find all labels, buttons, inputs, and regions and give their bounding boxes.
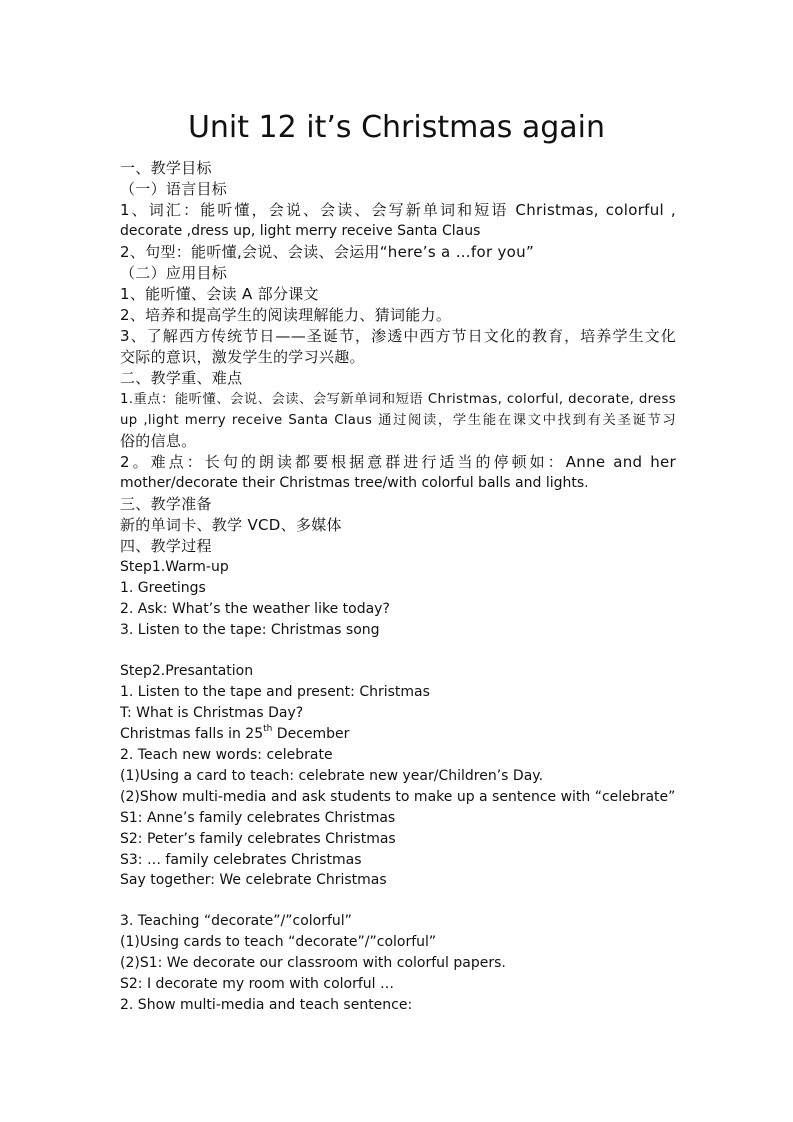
section-heading-key-points: 二、教学重、难点 [120, 369, 243, 387]
paragraph-line: 1. Greetings [120, 580, 206, 596]
step-heading: Step1.Warm-up [120, 559, 229, 575]
paragraph-line: 3. Teaching “decorate”/”colorful” [120, 913, 352, 929]
paragraph-line: S2: I decorate my room with colorful … [120, 976, 394, 992]
paragraph-line: 2。难点：长句的朗读都要根据意群进行适当的停顿如：Anne and her [120, 453, 676, 471]
section-heading-goals: 一、教学目标 [120, 159, 212, 177]
paragraph-line: (1)Using cards to teach “decorate”/”colorful” [120, 934, 437, 950]
paragraph-line: (2)Show multi-media and ask students to make up a sentence with “celebrate” [120, 789, 676, 805]
paragraph-line: 2. Teach new words: celebrate [120, 747, 333, 763]
paragraph-line: mother/decorate their Christmas tree/with colorful balls and lights. [120, 475, 589, 491]
paragraph-line: up ,light merry receive Santa Claus 通过阅读，学生能在课文中找到有关圣诞节习 [120, 413, 676, 428]
subheading-language-goals: （一）语言目标 [120, 180, 228, 198]
paragraph-line [120, 724, 676, 745]
paragraph-line: 1、能听懂、会读 A 部分课文 [120, 285, 319, 303]
superscript-ordinal: th [263, 724, 273, 735]
paragraph-line: (2)S1: We decorate our classroom with colorful papers. [120, 955, 506, 971]
section-heading-preparation: 三、教学准备 [120, 495, 212, 513]
paragraph-line: (1)Using a card to teach: celebrate new year/Children’s Day. [120, 768, 544, 784]
paragraph-line: S3: … family celebrates Christmas [120, 852, 362, 868]
text-run: December [272, 726, 350, 742]
paragraph-line: 1.重点：能听懂、会说、会读、会写新单词和短语 Christmas, colorful, decorate, dress [120, 392, 676, 407]
section-heading-process: 四、教学过程 [120, 537, 212, 555]
paragraph-line: T: What is Christmas Day? [120, 705, 304, 721]
paragraph-line: 1. Listen to the tape and present: Christmas [120, 684, 430, 700]
text-run: Christmas falls in 25 [120, 726, 264, 742]
paragraph-line: 新的单词卡、教学 VCD、多媒体 [120, 516, 342, 534]
paragraph-line: 2. Show multi-media and teach sentence: [120, 997, 413, 1013]
step-heading: Step2.Presantation [120, 663, 254, 679]
paragraph-line: Say together: We celebrate Christmas [120, 872, 387, 888]
paragraph-line: decorate ,dress up, light merry receive Santa Claus [120, 223, 481, 239]
paragraph-line: 2、培养和提高学生的阅读理解能力、猜词能力。 [120, 306, 452, 324]
paragraph-line: S2: Peter’s family celebrates Christmas [120, 831, 396, 847]
paragraph-line: 俗的信息。 [120, 432, 197, 450]
paragraph-line: 3. Listen to the tape: Christmas song [120, 622, 380, 638]
paragraph-line: 1、词汇：能听懂，会说、会读、会写新单词和短语 Christmas, colorful , [120, 201, 676, 219]
subheading-application-goals: （二）应用目标 [120, 264, 228, 282]
paragraph-line: 2、句型：能听懂,会说、会读、会运用“here’s a …for you” [120, 243, 535, 261]
paragraph-line: 2. Ask: What’s the weather like today? [120, 601, 390, 617]
paragraph-line: 3、了解西方传统节日——圣诞节，渗透中西方节日文化的教育，培养学生文化 [120, 327, 676, 345]
paragraph-line: 交际的意识，激发学生的学习兴趣。 [120, 348, 365, 366]
document-title: Unit 12 it’s Christmas again [187, 110, 606, 145]
paragraph-line: S1: Anne’s family celebrates Christmas [120, 810, 396, 826]
